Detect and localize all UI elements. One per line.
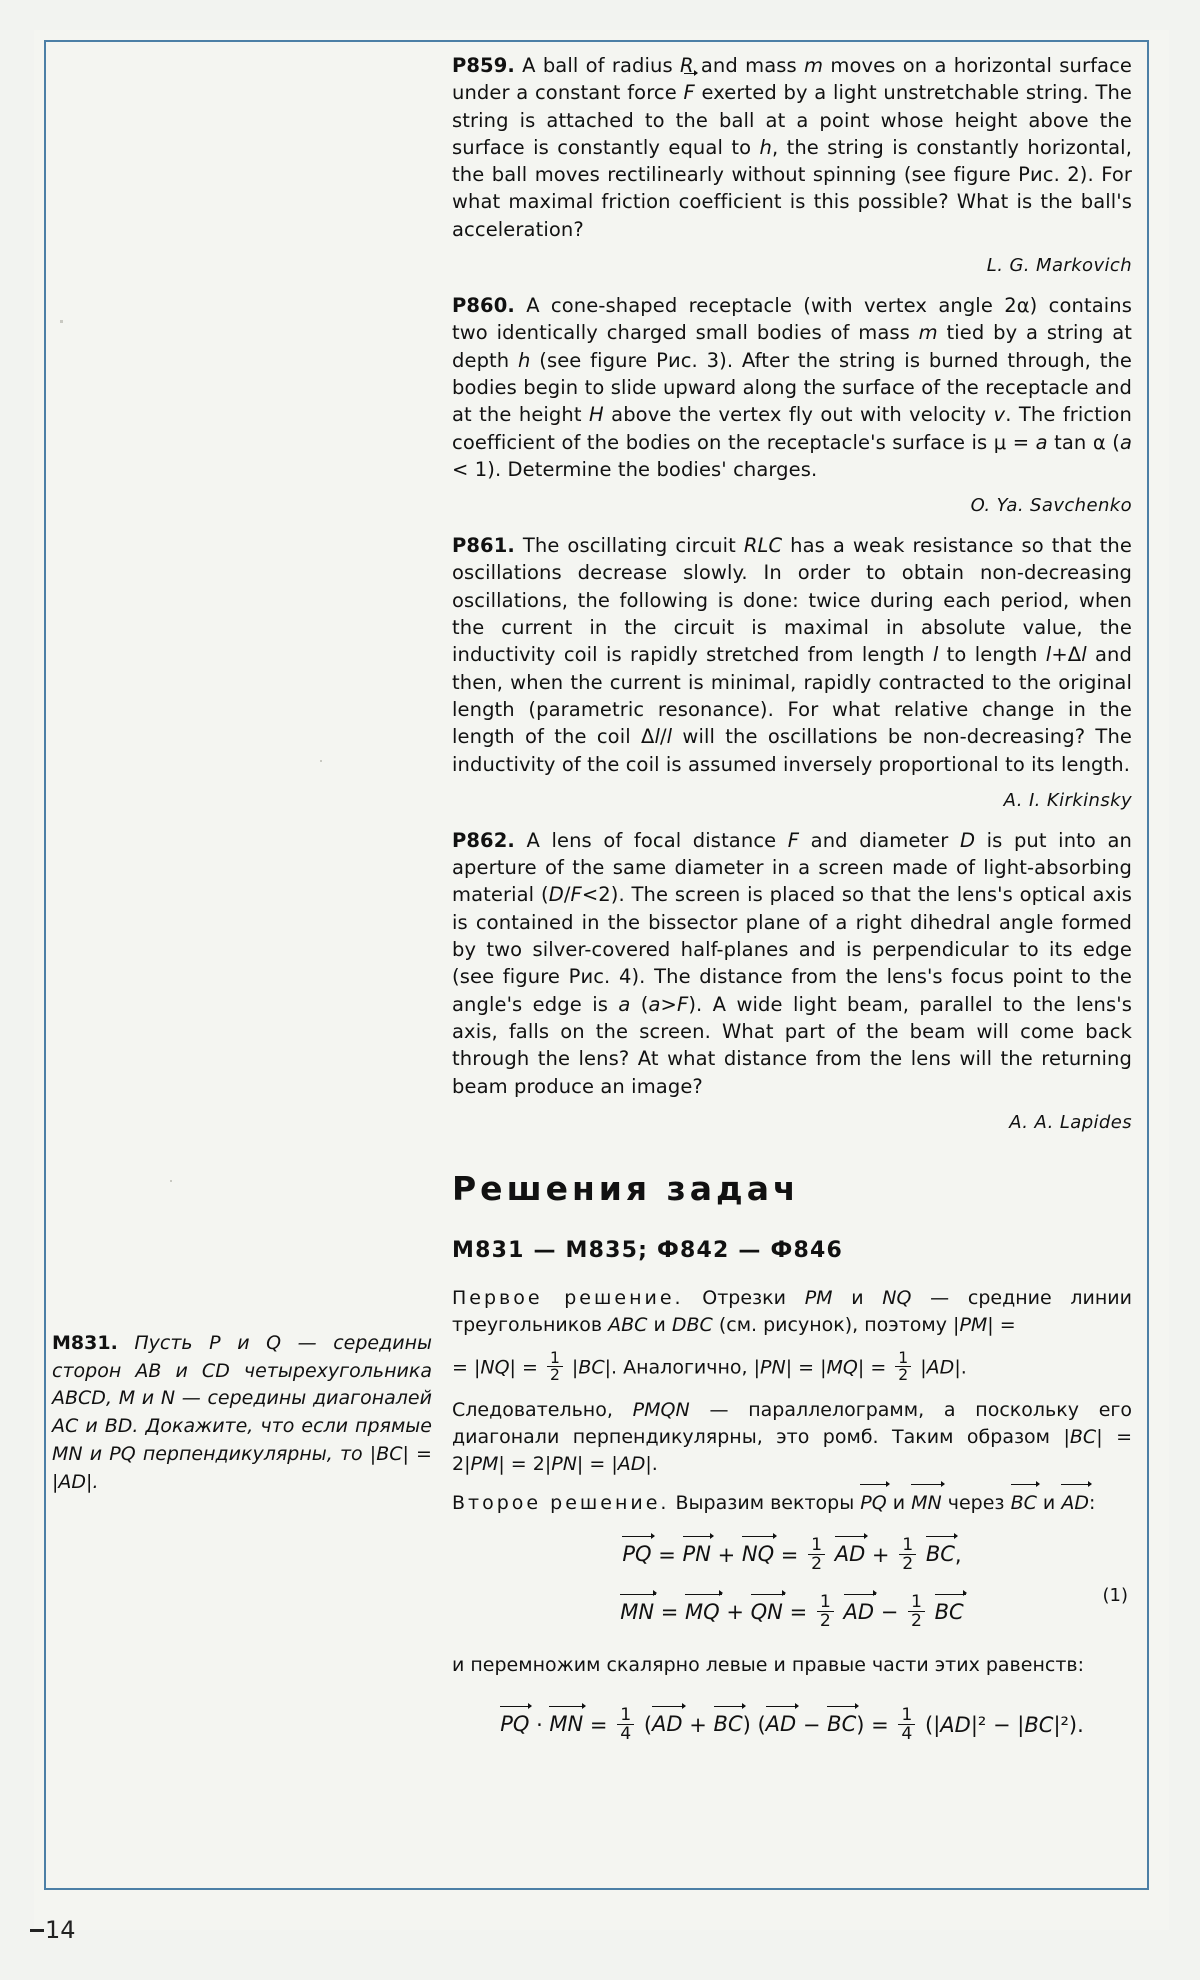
page-number-rule [30, 1929, 44, 1932]
problem-p862 [452, 827, 1132, 1100]
margin-problem-m831 [52, 1330, 432, 1496]
problem-id: P859. [452, 54, 515, 77]
problem-p859 [452, 52, 1132, 243]
problem-text: A lens of focal distance F and diameter D is put into an aperture of the same diameter in a screen made of light-absorbing material (D/F<2). The screen is placed so that the lens's optical axis is contained in the bissector plane of a right dihedral angle formed by two silver-covered half-planes and is perpendicular to its edge (see figure Рис. 4). The distance from the lens's focus point to the angle's edge is a (a>F). A wide light beam, parallel to the lens's axis, falls on the screen. What part of the beam will come back through the lens? At what distance from the lens will the returning beam produce an image? [452, 828, 1133, 1098]
scan-speck [170, 1180, 172, 1182]
problem-p860 [452, 292, 1132, 483]
margin-problem-text: Пусть P и Q — середины сторон AB и CD четырехугольника ABCD, M и N — середины диагоналей AC и BD. Докажите, что если прямые MN и PQ перпендикулярны, то |BC| = |AD|. [52, 1332, 432, 1493]
solution-first-paragraph [452, 1285, 1132, 1339]
equation-dot-product: PQ · MN = $\frac{1}{4}$ (AD + BC) (AD − BC) = $\frac{1}{4}$ (|AD|² − |BC|²). [500, 1704, 1084, 1744]
solution-text: Отрезки PM и NQ — средние линии треугольников ABC и DBC (см. рисунок), поэтому |PM| = [452, 1286, 1132, 1336]
section-title: Решения задач [452, 1168, 800, 1208]
problem-id: P861. [452, 534, 515, 558]
solutions-subtitle: М831 — М835; Ф842 — Ф846 [452, 1237, 844, 1263]
equation-number: (1) [1102, 1584, 1128, 1606]
equation-group-1 [452, 1534, 1132, 1632]
solution-second-paragraph: Следовательно, PMQN — параллелограмм, а поскольку его диагонали перпендикулярны, это ромб. Таким образом |BC| = 2|PM| = 2|PN| = |AD|. [452, 1398, 1132, 1475]
solution-second-intro [452, 1490, 1132, 1517]
equation-pq: PQ = PN + NQ = $\frac{1}{2}$ AD + $\frac{1}{2}$ BC, [622, 1534, 962, 1574]
problem-p861 [452, 532, 1132, 778]
main-text-column [452, 52, 1132, 1764]
problem-author: L. G. Markovich [986, 255, 1132, 277]
second-solution-label: Второе решение. [452, 1491, 670, 1514]
margin-problem-id: М831. [52, 1332, 118, 1354]
problem-text: A ball of radius R and mass m moves on a horizontal surface under a constant force F exerted by a light unstretchable string. The string is attached to the ball at a point whose height above the surface is constantly equal to h, the string is constantly horizontal, the ball moves rectilinearly without spinning (see figure Рис. 2). For what maximal friction coefficient is this possible? What is the ball's acceleration? [452, 54, 1133, 241]
problem-author: O. Ya. Savchenko [970, 495, 1132, 517]
problem-text: The oscillating circuit RLC has a weak resistance so that the oscillations decrease slowly. In order to obtain non-decreasing oscillations, the following is done: twice during each period, when the current in the circuit is maximal in absolute value, the inductivity coil is rapidly stretched from length l to length l+Δl and then, when the current is minimal, rapidly contracted to the original length (parametric resonance). For what relative change in the length of the coil Δl/l will the oscillations be non-decreasing? The inductivity of the coil is assumed inversely proportional to its length. [452, 534, 1132, 776]
problem-author: A. I. Kirkinsky [1003, 789, 1132, 811]
equation-mn: MN = MQ + QN = $\frac{1}{2}$ AD − $\frac{1}{2}$ BC [620, 1592, 964, 1632]
problem-text: A cone-shaped receptacle (with vertex angle 2α) contains two identically charged small bodies of mass m tied by a string at depth h (see figure Рис. 3). After the string is burned through, the bodies begin to slide upward along the surface of the receptacle and at the height H above the vertex fly out with velocity v. The friction coefficient of the bodies on the receptacle's surface is μ = a tan α (a < 1). Determine the bodies' charges. [452, 294, 1133, 481]
problem-id: P860. [452, 294, 515, 318]
scan-speck [60, 320, 63, 323]
problem-id: P862. [452, 828, 515, 852]
page-number [30, 1916, 76, 1944]
solution-text: Выразим векторы PQ и MN через BC и AD: [676, 1492, 1096, 1514]
margin-column [52, 1330, 432, 1496]
page-number-value: 14 [45, 1916, 76, 1944]
problem-author: A. A. Lapides [1009, 1111, 1132, 1133]
scan-speck [320, 760, 322, 762]
solution-first-paragraph-cont: = |NQ| = $\frac{1}{2}$ |BC|. Аналогично, |PN| = |MQ| = $\frac{1}{2}$ |AD|. [452, 1348, 967, 1385]
solution-third-paragraph: и перемножим скалярно левые и правые части этих равенств: [452, 1653, 1084, 1676]
first-solution-label: Первое решение. [452, 1286, 684, 1309]
